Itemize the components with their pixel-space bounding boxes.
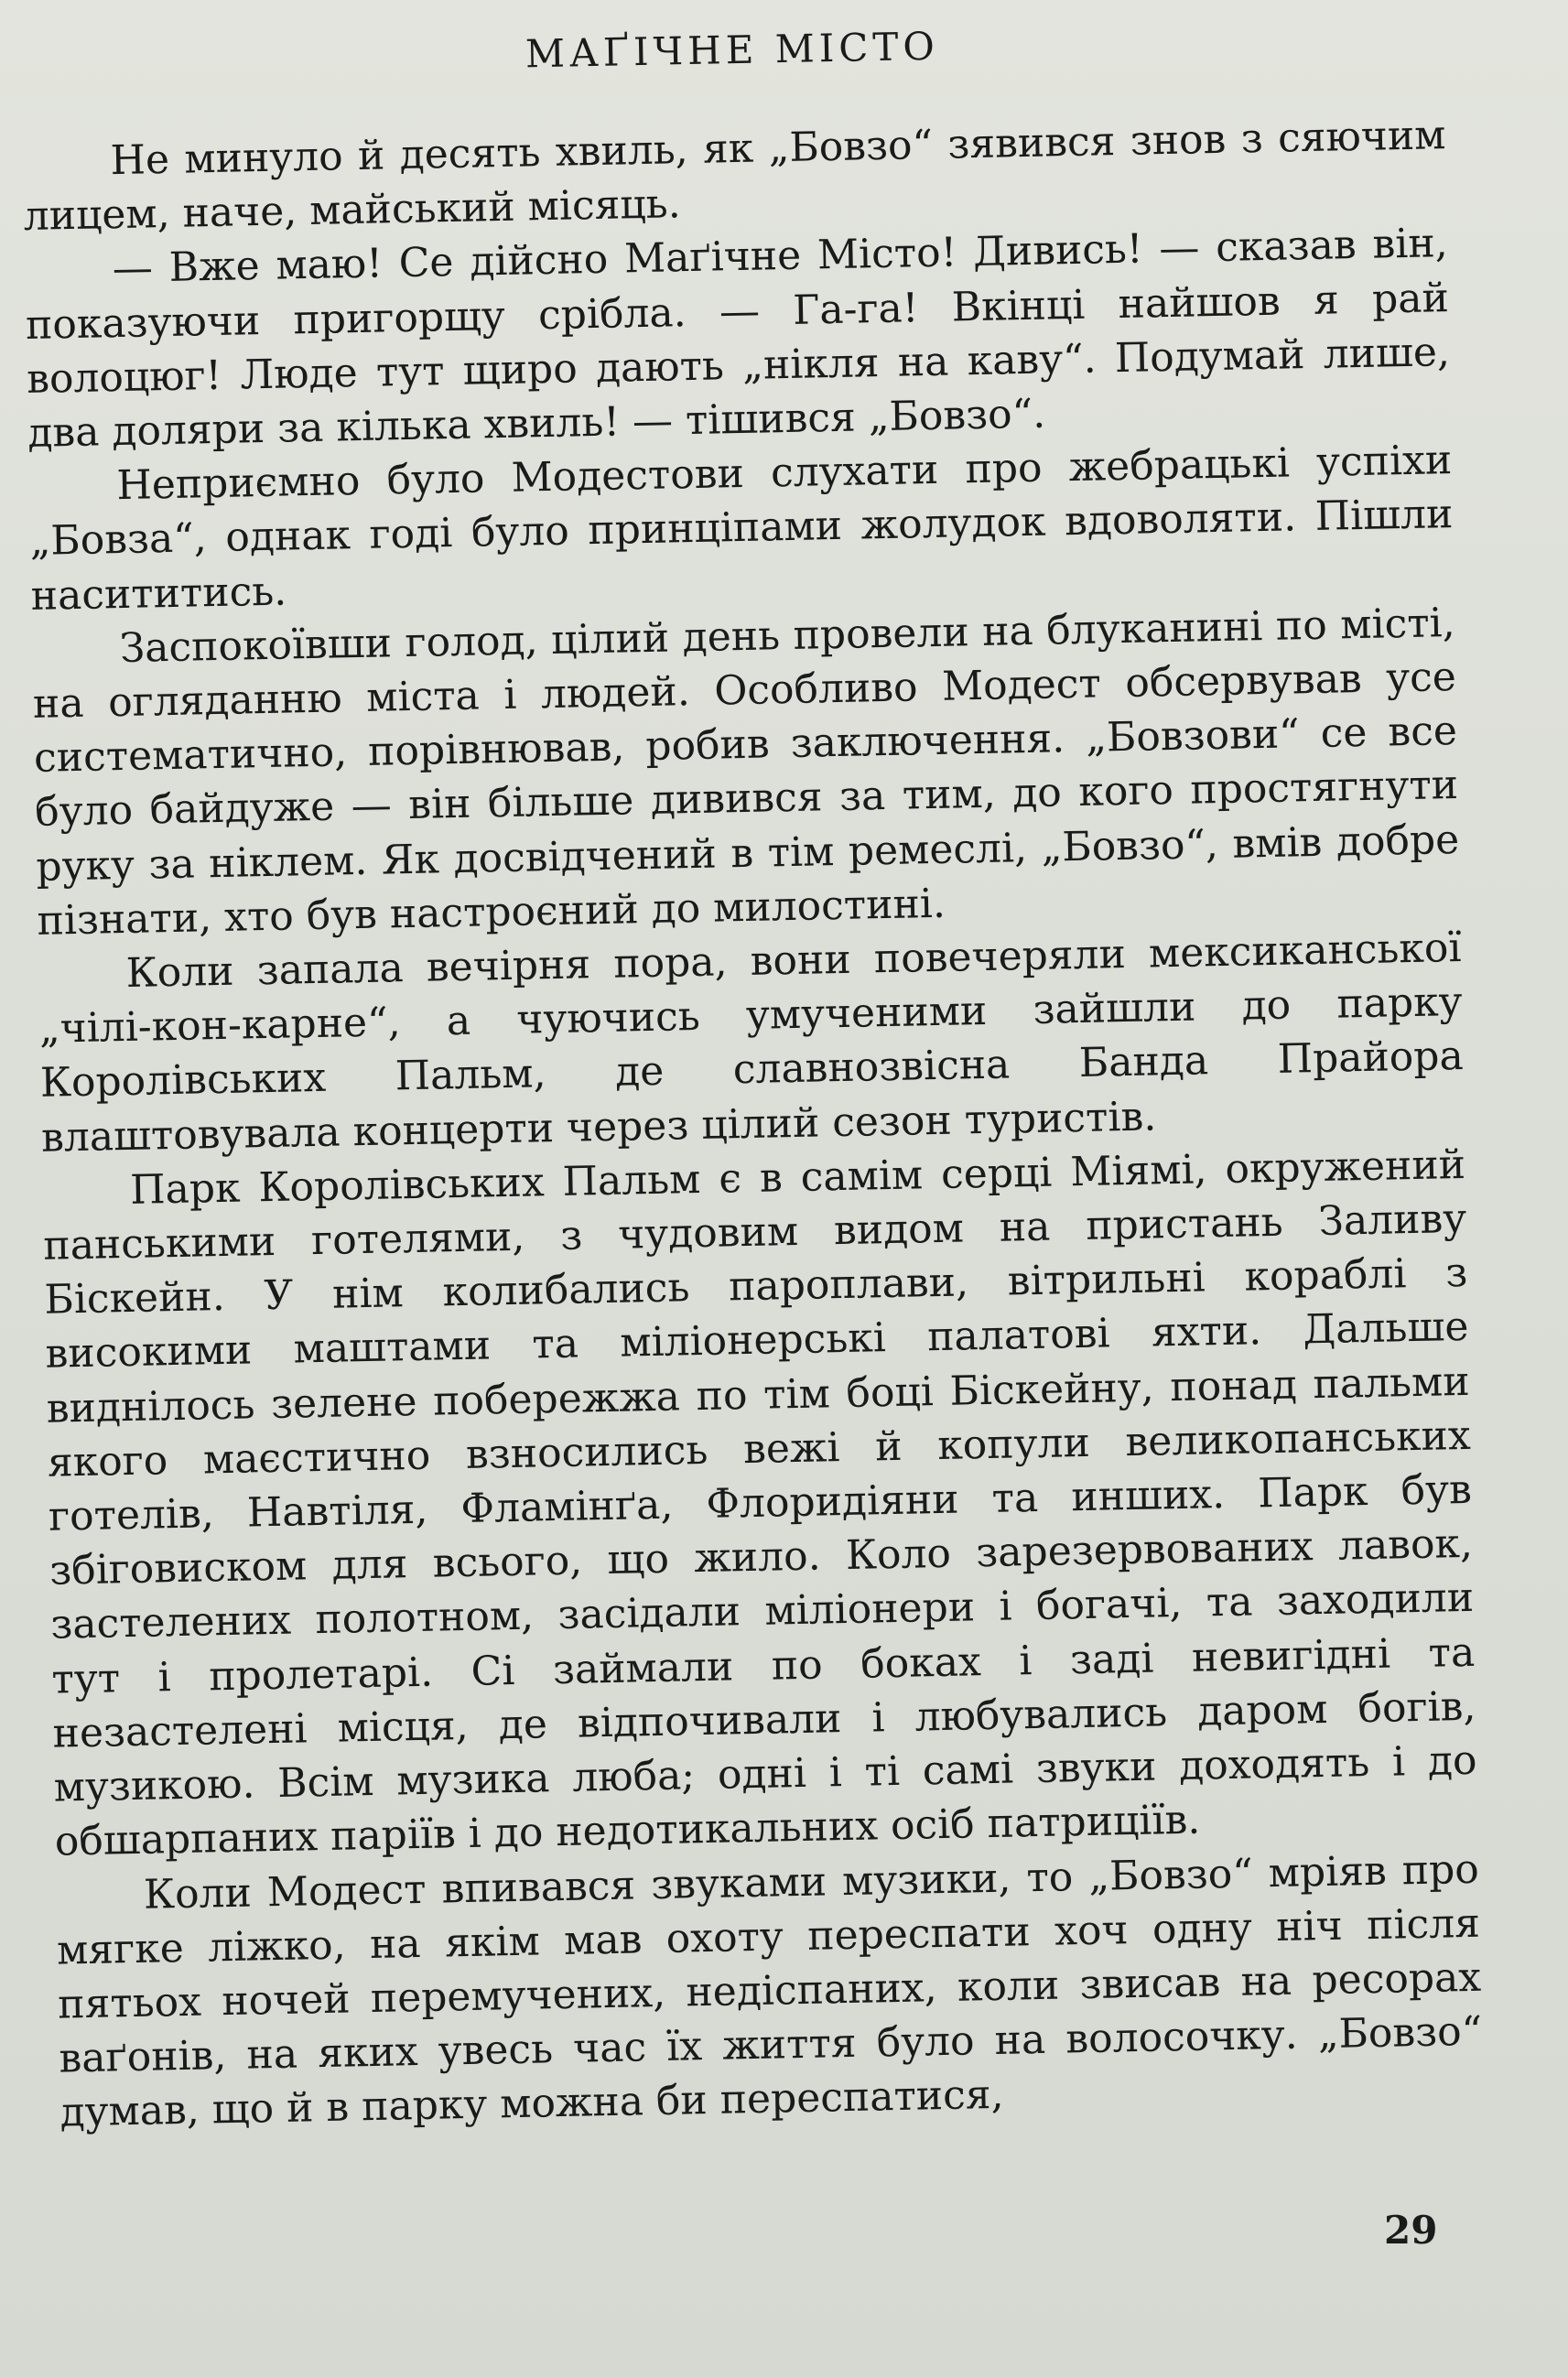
paragraph-7: Коли Модест впивався звуками музики, то „Бовзо“ мріяв про мягке ліжко, на якім мав охоту переспати хоч одну ніч після пятьох ночей перемучених, недіспаних, коли звисав на ресорах ваґонів, на яких увесь час їх життя було на волосочку. „Бовзо“ думав, що й в парку можна би переспатися, <box>56 1845 1483 2136</box>
paragraph-5: Коли запала вечірня пора, вони повечеряли мексиканської „чілі-кон-карне“, а чуючись умученими зайшли до парку Королівських Пальм, де славнозвісна Банда Прайора влаштовувала концерти через цілий сезон туристів. <box>38 924 1465 1162</box>
paragraph-4: Заспокоївши голод, цілий день провели на блуканині по місті, на огляданню міста і людей. Особливо Модест обсервував усе систематично, порівнював, робив заключення. „Бовзови“ се все було байдуже — він більше дивився за тим, до кого простягнути руку за ніклем. Як досвідчений в тім ремеслі, „Бовзо“, вмів добре пізнати, хто був настроєний до милостині. <box>32 599 1460 945</box>
page-text <box>20 9 1484 2140</box>
paragraph-6: Парк Королівських Пальм є в самім серці Міямі, окружений панськими готелями, з чудовим видом на пристань Заливу Біскейн. У нім колибались пароплави, вітрильні кораблі з високими маштами та міліонерські палатові яхти. Дальше виднілось зелене побережжа по тім боці Біскейну, понад пальми якого маєстично взносились вежі й копули великопанських готелів, Навтіля, Фламінґа, Флоридіяни та инших. Парк був збіговиском для всього, що жило. Коло зарезервованих лавок, застелених полотном, засідали міліонери і богачі, та заходили тут і пролетарі. Сі займали по боках і заді невигідні та незастелені місця, де відпочивали і любувались даром богів, музикою. Всім музика люба; одні і ті самі звуки доходять і до обшарпаних паріїв і до недотикальних осіб патриціїв. <box>42 1140 1477 1865</box>
chapter-heading: МАҐІЧНЕ МІСТО <box>524 23 940 77</box>
paragraph-1: Не минуло й десять хвиль, як „Бовзо“ зявився знов з сяючим лицем, наче, майський місяць. <box>23 112 1446 241</box>
page-number: 29 <box>1384 2208 1438 2253</box>
paragraph-2: — Вже маю! Се дійсно Маґічне Місто! Дивись! — сказав він, показуючи пригорщу срібла. — Га-га! Вкінці найшов я рай волоцюг! Люде тут щиро дають „нікля на каву“. Подумай лише, два доляри за кілька хвиль! — тішився „Бовзо“. <box>25 220 1451 457</box>
paragraph-3: Неприємно було Модестови слухати про жебрацькі успіхи „Бовза“, однак годі було принціпами жолудок вдоволяти. Пішли насититись. <box>29 437 1454 620</box>
